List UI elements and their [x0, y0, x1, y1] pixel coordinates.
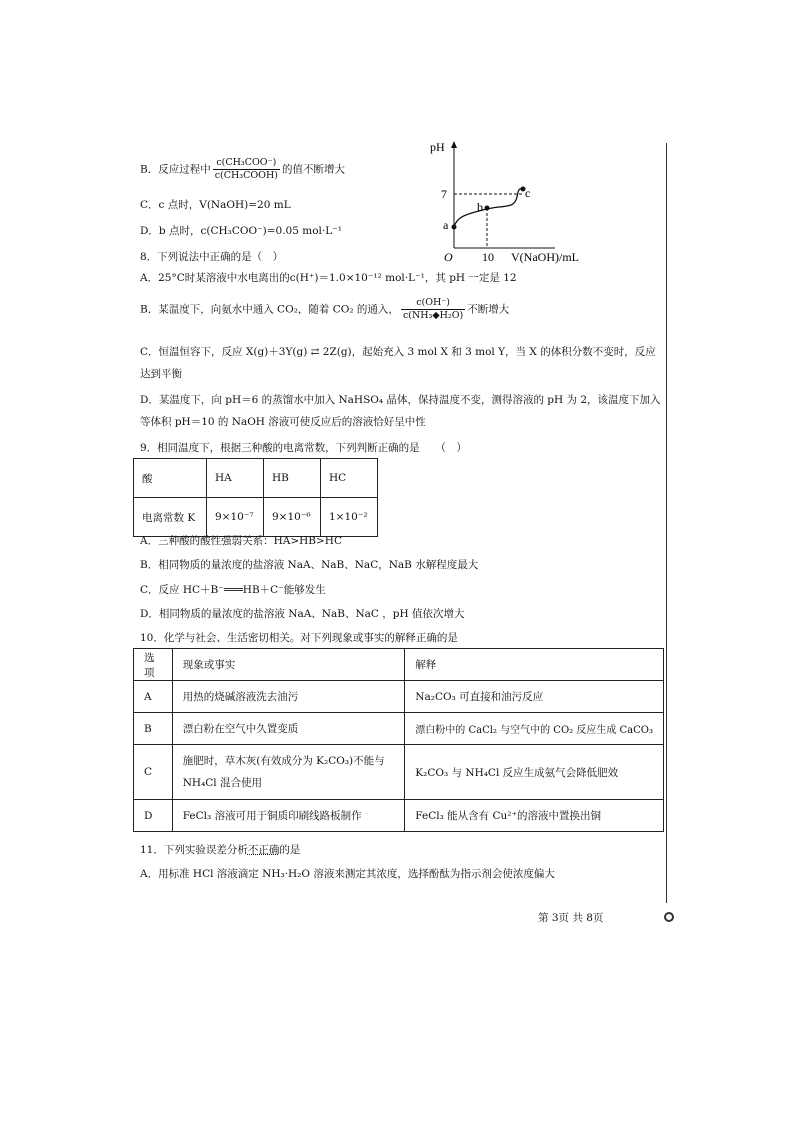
- table-row: [134, 681, 664, 713]
- table-header-cell: 选项: [134, 649, 173, 681]
- table-cell: K₂CO₃ 与 NH₄Cl 反应生成氨气会降低肥效: [405, 745, 664, 800]
- table-cell: [172, 745, 405, 800]
- q8-b-denominator: c(NH₃◆H₂O): [402, 310, 464, 321]
- table-cell: 用热的烧碱溶液洗去油污: [172, 681, 405, 713]
- q11-stem: [140, 842, 300, 857]
- table-cell: HB: [264, 459, 321, 498]
- x-axis-label: V(NaOH)/mL: [511, 250, 579, 264]
- q11-stem-start: 11．下列实验误差分析: [140, 844, 248, 856]
- q10-c-fact-line2: NH₄Cl 混合使用: [182, 777, 263, 789]
- q8-b-fraction: [401, 297, 465, 322]
- table-cell: 漂白粉在空气中久置变质: [172, 713, 405, 745]
- table-cell: 漂白粉中的 CaCl₂ 与空气中的 CO₂ 反应生成 CaCO₃: [405, 713, 664, 745]
- q10-c-fact-line1: 施肥时，草木灰(有效成分为 K₂CO₃)不能与: [182, 755, 385, 767]
- table-header-cell: 解释: [405, 649, 664, 681]
- q9-option-b: B．相同物质的量浓度的盐溶液 NaA、NaB、NaC，NaB 水解程度最大: [140, 559, 479, 571]
- q8-option-a: A．25°C时某溶液中水电离出的c(H⁺)＝1.0×10⁻¹² mol·L⁻¹，其 pH 一定是 12: [140, 272, 517, 284]
- q9-option-c: C．反应 HC＋B⁻═══HB＋C⁻能够发生: [140, 584, 326, 596]
- table-row: [134, 498, 378, 537]
- table-cell: 1×10⁻²: [321, 498, 378, 537]
- table-header-row: [134, 649, 664, 681]
- q8-option-c-line2: 达到平衡: [140, 368, 182, 380]
- q7-option-c: C．c 点时，V(NaOH)=20 mL: [140, 199, 291, 211]
- table-cell: 9×10⁻⁷: [207, 498, 264, 537]
- table-cell: HC: [321, 459, 378, 498]
- q11-option-a: A．用标准 HCl 溶液滴定 NH₃·H₂O 溶液来测定其浓度，选择酚酞为指示剂会使浓度偏大: [140, 868, 555, 880]
- q7-option-d: D．b 点时，c(CH₃COO⁻)=0.05 mol·L⁻¹: [140, 225, 342, 237]
- point-b-dot: [485, 206, 490, 211]
- q8-option-c-line1: C．恒温恒容下，反应 X(g)＋3Y(g) ⇄ 2Z(g)，起始充入 3 mol X 和 3 mol Y，当 X 的体积分数不变时，反应: [140, 346, 656, 358]
- q9-stem: 9．相同温度下，根据三种酸的电离常数，下列判断正确的是 （ ）: [140, 442, 467, 454]
- q10-table: [133, 648, 664, 832]
- table-row: [134, 745, 664, 800]
- x-tick-10: 10: [482, 250, 494, 264]
- table-cell: C: [134, 745, 173, 800]
- page-footer: 第 3页 共 8页: [538, 912, 604, 924]
- q7-b-denominator: c(CH₃COOH): [214, 170, 278, 181]
- q8-stem: 8．下列说法中正确的是（ ）: [140, 251, 284, 263]
- point-b-label: b: [477, 200, 483, 214]
- q7-b-prefix: B．反应过程中: [140, 163, 211, 176]
- q9-table: [133, 458, 378, 537]
- table-row: [134, 800, 664, 832]
- q10-stem: 10．化学与社会、生活密切相关。对下列现象或事实的解释正确的是: [140, 632, 458, 644]
- margin-rule: [666, 143, 667, 903]
- q7-b-fraction: [213, 157, 280, 182]
- q11-stem-emphasis: 不正确: [247, 844, 280, 856]
- table-cell: B: [134, 713, 173, 745]
- q9-option-a: A．三种酸的酸性强弱关系：HA>HB>HC: [140, 535, 342, 547]
- table-row: [134, 459, 378, 498]
- q8-b-prefix: B．某温度下，向氨水中通入 CO₂，随着 CO₂ 的通入，: [140, 303, 399, 316]
- table-row: [134, 713, 664, 745]
- q7-b-suffix: 的值不断增大: [281, 163, 345, 176]
- q9-option-d: D．相同物质的量浓度的盐溶液 NaA、NaB、NaC ，pH 值依次增大: [140, 608, 465, 620]
- table-cell: Na₂CO₃ 可直接和油污反应: [405, 681, 664, 713]
- point-a-dot: [452, 225, 457, 230]
- table-cell: 9×10⁻⁶: [264, 498, 321, 537]
- binding-circle-icon: [664, 912, 674, 922]
- q8-b-numerator: c(OH⁻): [401, 297, 465, 310]
- q8-b-suffix: 不断增大: [467, 303, 510, 316]
- point-c-label: c: [525, 186, 531, 200]
- origin-label: O: [444, 250, 453, 264]
- q8-option-d-line1: D．某温度下，向 pH＝6 的蒸馏水中加入 NaHSO₄ 晶体，保持温度不变，测得溶液的 pH 为 2，该温度下加入: [140, 394, 661, 406]
- table-cell: 电离常数 K: [134, 498, 207, 537]
- table-header-cell: 现象或事实: [172, 649, 405, 681]
- q7-b-numerator: c(CH₃COO⁻): [213, 157, 280, 170]
- q11-stem-end: 的是: [279, 844, 301, 856]
- point-a-label: a: [443, 218, 449, 232]
- table-cell: 酸: [134, 459, 207, 498]
- table-cell: HA: [207, 459, 264, 498]
- q7-option-b: [140, 157, 345, 182]
- table-cell: D: [134, 800, 173, 832]
- titration-graph: [425, 135, 625, 265]
- table-cell: A: [134, 681, 173, 713]
- q8-option-d-line2: 等体积 pH＝10 的 NaOH 溶液可使反应后的溶液恰好呈中性: [140, 416, 426, 428]
- table-cell: FeCl₃ 溶液可用于铜质印刷线路板制作: [172, 800, 405, 832]
- y-tick-7: 7: [441, 187, 447, 201]
- q8-option-b: [140, 297, 509, 322]
- y-axis-label: pH: [430, 140, 445, 154]
- y-axis-arrow: [451, 141, 457, 148]
- table-cell: FeCl₃ 能从含有 Cu²⁺的溶液中置换出铜: [405, 800, 664, 832]
